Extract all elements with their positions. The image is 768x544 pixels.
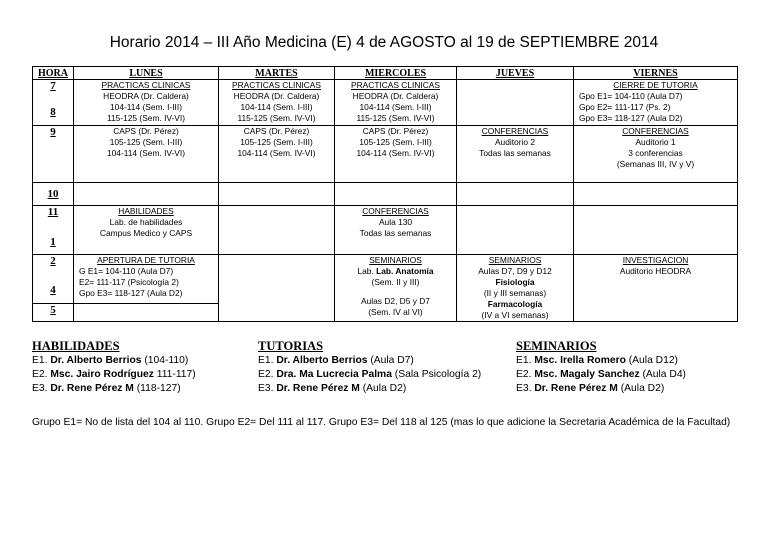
hour-cell: 9 — [33, 126, 74, 183]
cell-viernes-9: CONFERENCIAS Auditorio 1 3 conferencias (Semanas III, IV y V) — [574, 126, 738, 183]
cell-jueves-7 — [457, 80, 574, 126]
cell-lunes-7: PRACTICAS CLINICAS HEODRA (Dr. Caldera) 104-114 (Sem. I-III) 115-125 (Sem. IV-VI) — [74, 80, 219, 126]
schedule-table — [32, 66, 738, 322]
header-miercoles: MIERCOLES — [335, 67, 457, 80]
staff-line: E1. Msc. Irella Romero (Aula D12) — [516, 355, 678, 366]
hour-cell: 8 — [33, 99, 74, 126]
cell-lunes-9: CAPS (Dr. Pérez) 105-125 (Sem. I-III) 104-114 (Sem. IV-VI) — [74, 126, 219, 183]
header-jueves: JUEVES — [457, 67, 574, 80]
table-row — [33, 255, 738, 278]
staff-line: E3. Dr. Rene Pérez M (Aula D2) — [516, 383, 665, 394]
cell-miercoles-9: CAPS (Dr. Pérez) 105-125 (Sem. I-III) 104-114 (Sem. IV-VI) — [335, 126, 457, 183]
staff-line: E2. Msc. Magaly Sanchez (Aula D4) — [516, 369, 686, 380]
staff-line: E1. Dr. Alberto Berrios (Aula D7) — [258, 355, 414, 366]
hour-cell: 10 — [33, 183, 74, 206]
cell-miercoles-2: SEMINARIOS Lab. Lab. Anatomía (Sem. II y III) Aulas D2, D5 y D7 (Sem. IV al VI) — [335, 255, 457, 322]
cell-miercoles-11: CONFERENCIAS Aula 130 Todas las semanas — [335, 206, 457, 255]
table-row — [33, 206, 738, 230]
cell-lunes-11: HABILIDADES Lab. de habilidades Campus Medico y CAPS — [74, 206, 219, 255]
staff-line: E1. Dr. Alberto Berrios (104-110) — [32, 355, 189, 366]
cell-martes-9: CAPS (Dr. Pérez) 105-125 (Sem. I-III) 104-114 (Sem. IV-VI) — [219, 126, 335, 183]
cell-martes-7: PRACTICAS CLINICAS HEODRA (Dr. Caldera) 104-114 (Sem. I-III) 115-125 (Sem. IV-VI) — [219, 80, 335, 126]
tutorias-column: TUTORIAS E1. Dr. Alberto Berrios (Aula D7) E2. Dra. Ma Lucrecia Palma (Sala Psicología 2) E3. Dr. Rene Pérez M (Aula D2) — [258, 339, 482, 394]
cell-jueves-9: CONFERENCIAS Auditorio 2 Todas las semanas — [457, 126, 574, 183]
cell-jueves-2: SEMINARIOS Aulas D7, D9 y D12 Fisiología (II y III semanas) Farmacología (IV a VI semanas) — [457, 255, 574, 322]
header-martes: MARTES — [219, 67, 335, 80]
habilidades-column: HABILIDADES E1. Dr. Alberto Berrios (104-110) E2. Msc. Jairo Rodríguez 111-117) E3. Dr. Rene Pérez M (118-127) — [32, 339, 196, 394]
hour-cell: 4 — [33, 277, 74, 304]
page-title: Horario 2014 – III Año Medicina (E) 4 de AGOSTO al 19 de SEPTIEMBRE 2014 — [109, 34, 659, 51]
hour-cell: 7 — [33, 80, 74, 99]
table-row — [33, 126, 738, 183]
table-row — [33, 80, 738, 99]
hour-cell: 2 — [33, 255, 74, 278]
staff-line: E2. Dra. Ma Lucrecia Palma (Sala Psicología 2) — [258, 369, 482, 380]
staff-line: E3. Dr. Rene Pérez M (Aula D2) — [258, 383, 407, 394]
staff-line: E2. Msc. Jairo Rodríguez 111-117) — [32, 369, 196, 380]
cell-viernes-2: INVESTIGACION Auditorio HEODRA — [574, 255, 738, 322]
staff-line: E3. Dr. Rene Pérez M (118-127) — [32, 383, 181, 394]
header-row — [33, 67, 738, 80]
hour-cell: 5 — [33, 304, 74, 322]
header-lunes: LUNES — [74, 67, 219, 80]
cell-lunes-2: APERTURA DE TUTORIA G E1= 104-110 (Aula D7) E2= 111-117 (Psicología 2) Gpo E3= 118-127 (Aula D2) — [74, 255, 219, 304]
hour-cell: 1 — [33, 230, 74, 255]
hour-cell: 11 — [33, 206, 74, 230]
cell-miercoles-7: PRACTICAS CLINICAS HEODRA (Dr. Caldera) 104-114 (Sem. I-III) 115-125 (Sem. IV-VI) — [335, 80, 457, 126]
cell-viernes-7: CIERRE DE TUTORIA Gpo E1= 104-110 (Aula D7) Gpo E2= 111-117 (Ps. 2) Gpo E3= 118-127 (Aula D2) — [574, 80, 738, 126]
header-viernes: VIERNES — [574, 67, 738, 80]
group-note: Grupo E1= No de lista del 104 al 110. Grupo E2= Del 111 al 117. Grupo E3= Del 118 al 125 (mas lo que adicione la Secretaria Académica de la Facultad) — [32, 417, 731, 428]
seminarios-column: SEMINARIOS E1. Msc. Irella Romero (Aula D12) E2. Msc. Magaly Sanchez (Aula D4) E3. Dr. Rene Pérez M (Aula D2) — [516, 339, 686, 394]
table-row — [33, 183, 738, 206]
header-hora: HORA — [33, 67, 74, 80]
